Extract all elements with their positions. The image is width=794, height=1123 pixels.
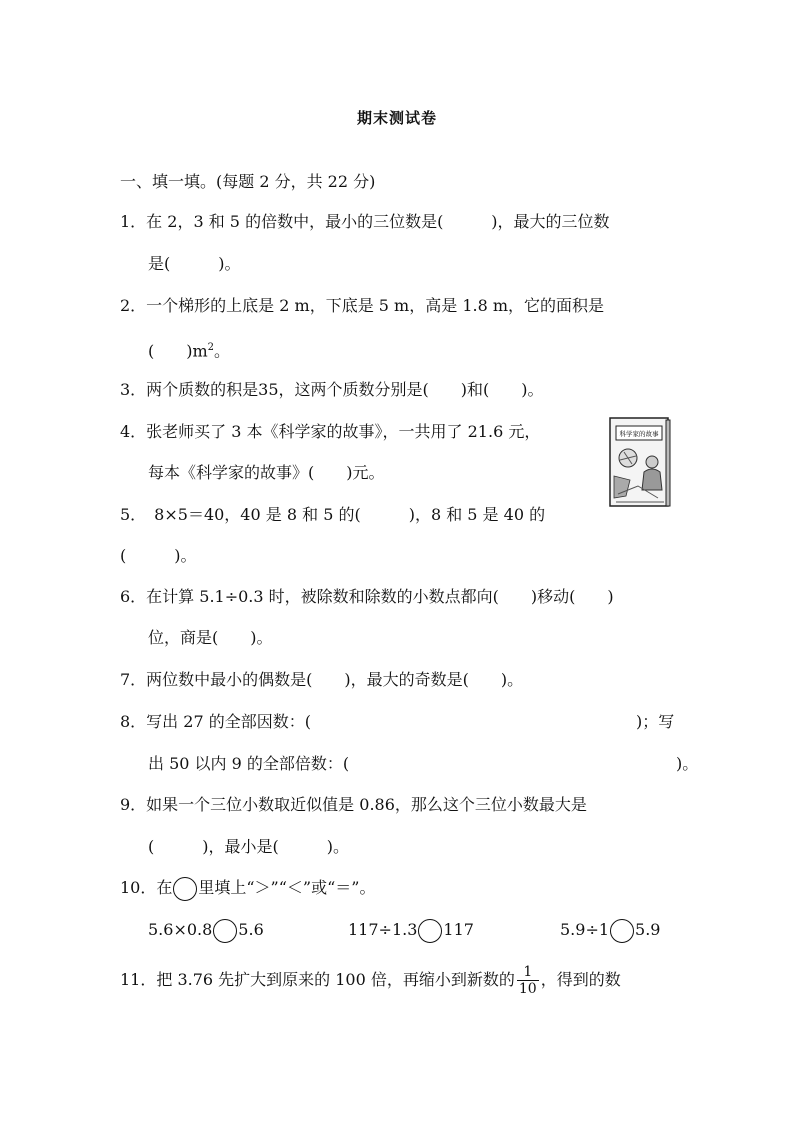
question-4-line-2: 每本《科学家的故事》( )元。 <box>148 463 385 482</box>
comparison-item-1 <box>148 918 264 943</box>
comparison-circle-3[interactable] <box>610 919 634 943</box>
comparison-circle-2[interactable] <box>418 919 442 943</box>
question-8-line-1-end: )；写 <box>636 712 675 731</box>
fraction-denominator: 10 <box>518 981 537 997</box>
question-7: 7．两位数中最小的偶数是( )，最大的奇数是( )。 <box>120 670 524 689</box>
comparison-circle-1[interactable] <box>213 919 237 943</box>
question-8-line-2-start: 出 50 以内 9 的全部倍数：( <box>148 754 350 773</box>
comparison-left: 5.9÷1 <box>560 920 610 939</box>
fraction-numerator: 1 <box>517 964 539 981</box>
comparison-right: 5.6 <box>238 920 264 939</box>
question-6-line-2: 位，商是( )。 <box>148 628 273 647</box>
question-2-end: 。 <box>214 341 231 361</box>
question-10-prompt <box>120 876 375 901</box>
square-exponent: 2 <box>207 342 215 353</box>
question-5-line-2: ( )。 <box>120 546 197 565</box>
question-11-text: 11．把 3.76 先扩大到原来的 100 倍，再缩小到新数的 <box>120 970 515 989</box>
comparison-item-3 <box>560 918 660 943</box>
question-11 <box>120 960 621 1000</box>
question-10-prefix: 10．在 <box>120 878 173 897</box>
compare-circle-icon <box>173 877 197 901</box>
question-8-line-1-start: 8．写出 27 的全部因数：( <box>120 712 311 731</box>
comparison-right: 5.9 <box>635 920 661 939</box>
question-2-answer-blank: ( )m <box>148 341 208 361</box>
comparison-right: 117 <box>443 920 474 939</box>
question-1-line-1: 1．在 2，3 和 5 的倍数中，最小的三位数是( )，最大的三位数 <box>120 212 610 231</box>
fraction-one-tenth <box>517 964 539 997</box>
question-5-line-1: 5． 8×5＝40，40 是 8 和 5 的( )，8 和 5 是 40 的 <box>120 505 546 524</box>
comparison-left: 5.6×0.8 <box>148 920 213 939</box>
page-title: 期末测试卷 <box>356 109 437 127</box>
book-cover-title: 科学家的故事 <box>619 430 659 438</box>
question-2-line-2 <box>148 338 230 361</box>
comparison-left: 117÷1.3 <box>348 920 418 939</box>
question-11-end: ，得到的数 <box>540 970 621 989</box>
question-9-line-2: ( )，最小是( )。 <box>148 837 349 856</box>
book-illustration <box>608 416 672 508</box>
question-9-line-1: 9．如果一个三位小数取近似值是 0.86，那么这个三位小数最大是 <box>120 795 587 814</box>
question-6-line-1: 6．在计算 5.1÷0.3 时，被除数和除数的小数点都向( )移动( ) <box>120 587 614 606</box>
question-8-line-2-end: )。 <box>676 754 699 773</box>
question-1-line-2: 是( )。 <box>148 254 241 273</box>
question-4-line-1: 4．张老师买了 3 本《科学家的故事》，一共用了 21.6 元， <box>120 422 541 441</box>
question-2-line-1: 2．一个梯形的上底是 2 m，下底是 5 m，高是 1.8 m，它的面积是 <box>120 296 605 315</box>
question-10-suffix: 里填上“＞”“＜”或“＝”。 <box>198 878 376 897</box>
question-3: 3．两个质数的积是35，这两个质数分别是( )和( )。 <box>120 380 544 399</box>
comparison-item-2 <box>348 918 474 943</box>
section-heading: 一、填一填。(每题 2 分，共 22 分) <box>120 172 376 191</box>
